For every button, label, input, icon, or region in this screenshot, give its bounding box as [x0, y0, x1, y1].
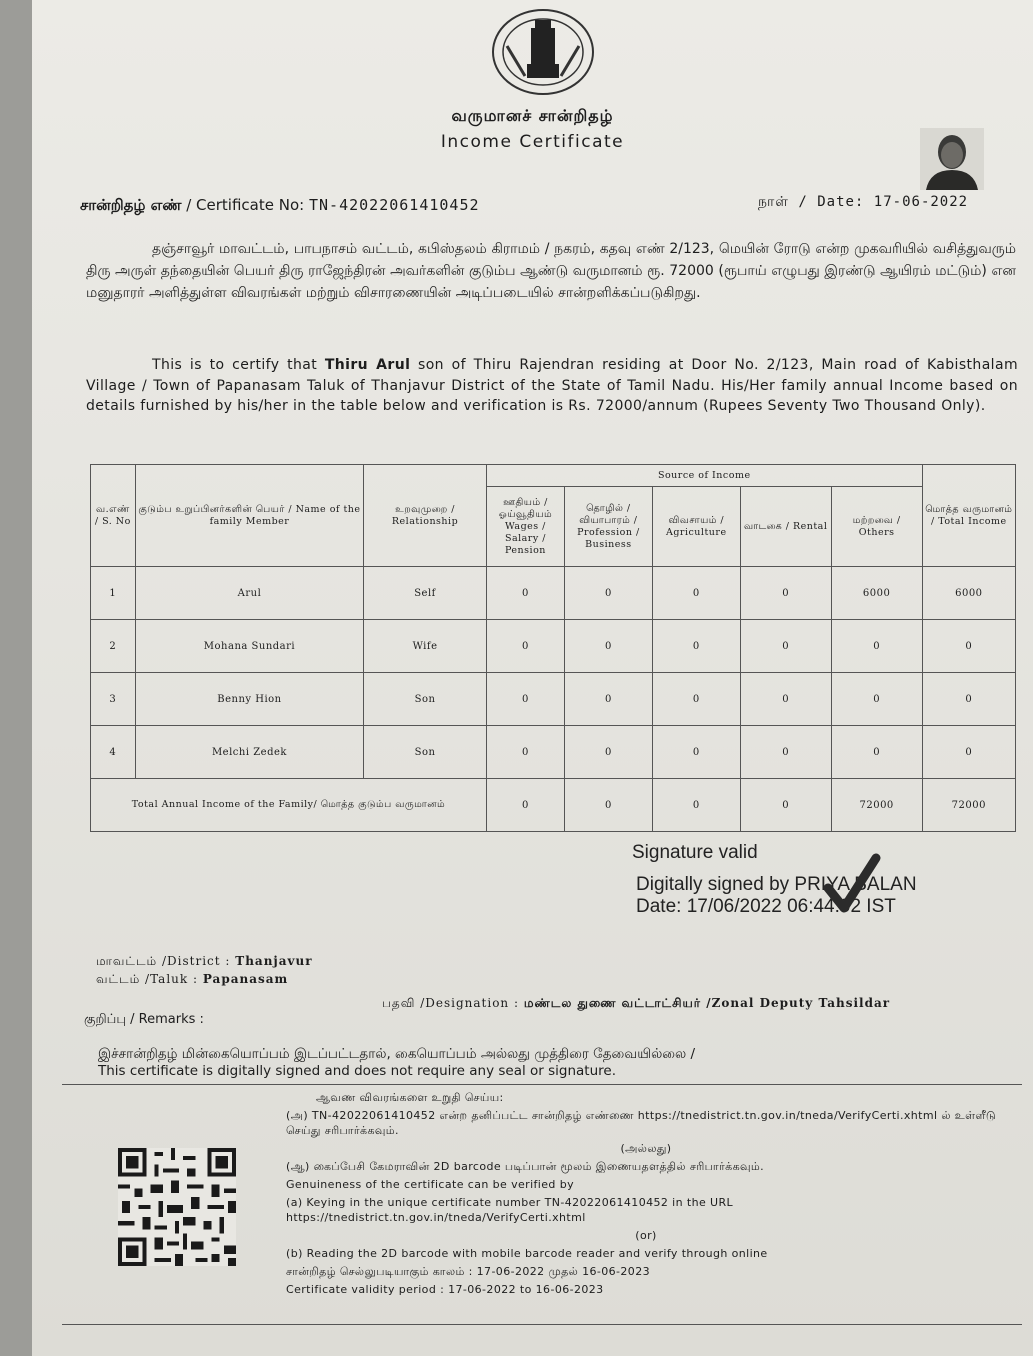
cell-agriculture: 0 [652, 726, 740, 779]
cell-others: 0 [831, 726, 922, 779]
verification-section [286, 1090, 1006, 1300]
verification-line-a-english: (a) Keying in the unique certificate number TN-42022061410452 in the URL https://tnedistrict.tn.gov.in/tneda/VerifyCerti.xhtml [286, 1196, 734, 1224]
col-wages: ஊதியம் / ஓய்வூதியம் Wages / Salary / Pension [486, 487, 564, 567]
applicant-name: Thiru Arul [324, 357, 411, 373]
cell-relationship: Son [364, 726, 487, 779]
cell-profession: 0 [565, 726, 653, 779]
taluk-value: Papanasam [202, 972, 289, 986]
total-rental: 0 [740, 779, 831, 832]
total-row-label: Total Annual Income of the Family/ மொத்த குடும்ப வருமானம் [91, 779, 487, 832]
designation-label: பதவி /Designation : [382, 996, 520, 1010]
signature-signed-by: Digitally signed by PRIYA BALAN [636, 874, 917, 895]
cell-total: 0 [922, 726, 1015, 779]
col-rental: வாடகை / Rental [740, 487, 831, 567]
table-row [91, 567, 1016, 620]
qr-code-icon [118, 1148, 236, 1266]
title-tamil: வருமானச் சான்றிதழ் [451, 106, 614, 125]
col-profession: தொழில் / வியாபாரம் / Profession / Business [565, 487, 653, 567]
designation-value: மண்டல துணை வட்டாட்சியர் /Zonal Deputy Tahsildar [523, 996, 891, 1010]
tamil-nadu-emblem-icon [487, 6, 599, 98]
table-row [91, 620, 1016, 673]
validity-period-tamil: சான்றிதழ் செல்லுபடியாகும் காலம் : 17-06-2022 முதல் 16-06-2023 [286, 1265, 650, 1278]
cell-relationship: Wife [364, 620, 487, 673]
para-en-rest: son of Thiru Rajendran residing at Door No. 2/123, Main road of Kabisthalam Village / Town of Papanasam Taluk of Thanjavur District of the State of Tamil Nadu. His/Her family annual Income based on details furnished by his/her in the table below and verification is Rs. 72000/annum (Rupees Seventy Two Thousand Only). [86, 357, 1018, 414]
bottom-divider [62, 1324, 1022, 1325]
source-of-income-header: Source of Income [486, 465, 922, 487]
cell-rental: 0 [740, 620, 831, 673]
cell-relationship: Self [364, 567, 487, 620]
applicant-photo [920, 128, 984, 190]
cert-label-tamil: சான்றிதழ் எண் [80, 196, 182, 214]
cell-rental: 0 [740, 567, 831, 620]
verification-or-english: (or) [635, 1229, 657, 1242]
cell-others: 6000 [831, 567, 922, 620]
verification-line-b-tamil: (ஆ) கைப்பேசி கேமராவின் 2D barcode படிப்பான் மூலம் இணையதளத்தில் சரிபார்க்கவும். [286, 1160, 765, 1173]
signature-valid-text: Signature valid [632, 842, 758, 863]
body-paragraph-tamil [86, 238, 1016, 304]
cell-sno: 4 [91, 726, 136, 779]
cell-wages: 0 [486, 620, 564, 673]
certificate-number-line [80, 196, 480, 216]
certificate-paper [32, 0, 1033, 1356]
cell-agriculture: 0 [652, 673, 740, 726]
cell-others: 0 [831, 673, 922, 726]
total-profession: 0 [565, 779, 653, 832]
cell-name: Benny Hion [135, 673, 363, 726]
cell-rental: 0 [740, 673, 831, 726]
cell-total: 0 [922, 673, 1015, 726]
cell-profession: 0 [565, 620, 653, 673]
district-value: Thanjavur [235, 954, 313, 968]
total-wages: 0 [486, 779, 564, 832]
designation-line [382, 996, 890, 1012]
signature-date: Date: 17/06/2022 06:44:02 IST [636, 896, 896, 917]
cell-profession: 0 [565, 567, 653, 620]
district-label: மாவட்டம் /District : [96, 954, 231, 968]
para-ta-text: தஞ்சாவூர் மாவட்டம், பாபநாசம் வட்டம், கபிஸ்தலம் கிராமம் / நகரம், கதவு எண் 2/123, மெயின் ரோடு என்ற முகவரியில் வசித்துவரும் திரு அருள் தந்தையின் பெயர் திரு ராஜேந்திரன் அவர்களின் குடும்ப ஆண்டு வருமானம் ரூ. 72000 (ரூபாய் எழுபது இரண்டு ஆயிரம் மட்டும்) என மனுதாரர் அளித்துள்ள விவரங்கள் மற்றும் விசாரணையின் அடிப்படையில் சான்றளிக்கப்படுகிறது. [86, 241, 1016, 301]
verification-line-b-english: (b) Reading the 2D barcode with mobile barcode reader and verify through online [286, 1247, 768, 1260]
digital-signature-note [98, 1046, 1008, 1080]
cell-sno: 3 [91, 673, 136, 726]
total-income: 72000 [922, 779, 1015, 832]
cell-name: Mohana Sundari [135, 620, 363, 673]
title-english: Income Certificate [440, 132, 625, 152]
body-paragraph-english [86, 355, 1018, 417]
cert-label-english: / Certificate No: [186, 196, 305, 214]
date-value: 17-06-2022 [873, 194, 969, 210]
cell-sno: 2 [91, 620, 136, 673]
cert-number: TN-42022061410452 [308, 196, 480, 214]
cell-relationship: Son [364, 673, 487, 726]
cell-wages: 0 [486, 673, 564, 726]
cell-total: 6000 [922, 567, 1015, 620]
verification-line-a-tamil: (அ) TN-42022061410452 என்ற தனிப்பட்ட சான்றிதழ் எண்ணை https://tnedistrict.tn.gov.in/tneda/VerifyCerti.xhtml ல் உள்ளீடு செய்து சரிபார்க்கவும். [286, 1109, 997, 1137]
col-relationship: உறவுமுறை / Relationship [364, 465, 487, 567]
col-agriculture: விவசாயம் / Agriculture [652, 487, 740, 567]
cell-agriculture: 0 [652, 567, 740, 620]
cell-wages: 0 [486, 567, 564, 620]
signature-check-icon [822, 850, 882, 920]
taluk-label: வட்டம் /Taluk : [96, 972, 199, 986]
cell-name: Melchi Zedek [135, 726, 363, 779]
validity-period-english: Certificate validity period : 17-06-2022 to 16-06-2023 [286, 1283, 604, 1296]
verification-or-tamil: (அல்லது) [620, 1142, 672, 1155]
col-others: மற்றவை / Others [831, 487, 922, 567]
cell-name: Arul [135, 567, 363, 620]
col-name: குடும்ப உறுப்பினர்களின் பெயர் / Name of the family Member [135, 465, 363, 567]
verification-heading: ஆவண விவரங்களை உறுதி செய்ய: [316, 1091, 504, 1104]
date-label: நாள் / Date: [758, 194, 865, 210]
col-total: மொத்த வருமானம் / Total Income [922, 465, 1015, 567]
divider [62, 1084, 1022, 1085]
table-row [91, 726, 1016, 779]
cell-rental: 0 [740, 726, 831, 779]
table-row [91, 673, 1016, 726]
verification-genuineness: Genuineness of the certificate can be verified by [286, 1178, 575, 1191]
cell-wages: 0 [486, 726, 564, 779]
note-tamil: இச்சான்றிதழ் மின்கையொப்பம் இடப்பட்டதால், கையொப்பம் அல்லது முத்திரை தேவையில்லை / [98, 1046, 696, 1062]
para-en-intro: This is to certify that [152, 357, 318, 373]
cell-sno: 1 [91, 567, 136, 620]
cell-agriculture: 0 [652, 620, 740, 673]
cell-total: 0 [922, 620, 1015, 673]
remarks-label: குறிப்பு / Remarks : [84, 1012, 204, 1027]
note-english: This certificate is digitally signed and does not require any seal or signature. [98, 1063, 617, 1079]
total-others: 72000 [831, 779, 922, 832]
date-line [758, 194, 968, 212]
cell-others: 0 [831, 620, 922, 673]
total-agriculture: 0 [652, 779, 740, 832]
taluk-line [96, 972, 288, 988]
cell-profession: 0 [565, 673, 653, 726]
income-table [90, 464, 1016, 832]
col-sno: வ.எண் / S. No [91, 465, 136, 567]
district-line [96, 954, 313, 970]
total-row [91, 779, 1016, 832]
